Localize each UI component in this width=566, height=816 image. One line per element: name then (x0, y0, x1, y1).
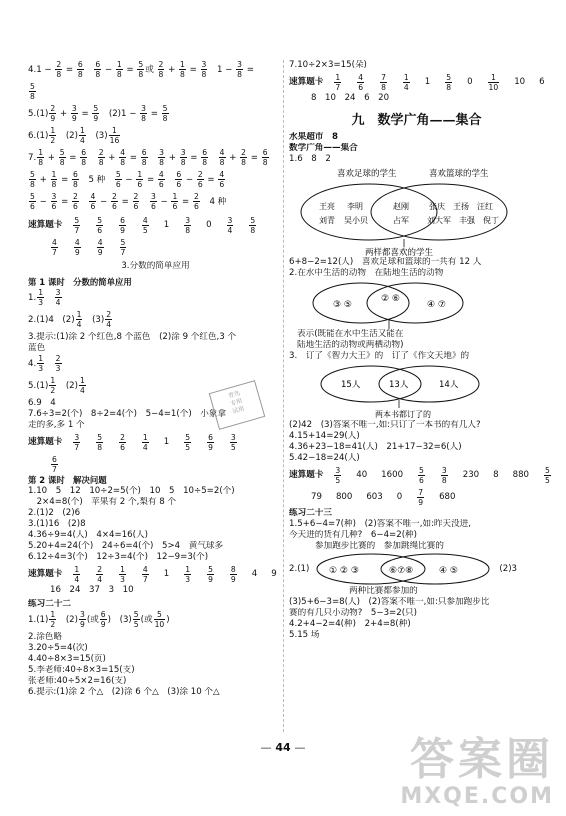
lesson1-q6: 6.9 4 (28, 398, 56, 408)
svg-text:15人: 15人 (341, 380, 361, 390)
svg-text:汪红: 汪红 (477, 202, 493, 211)
svg-text:倪丁: 倪丁 (483, 216, 499, 225)
quick-card-2: 速算题卡 $\frac{3}{7}$ $\frac{5}{8}$ $\frac{2}{6}$ $\frac{1}{4}$ 1 $\frac{5}{5}$ $\frac{6}{9}$ $\frac{3}{5}$ (28, 432, 236, 452)
svg-text:李明: 李明 (347, 202, 363, 211)
practice22-r5a: 5.李老师:40÷8×3=15(支) (28, 665, 135, 675)
practice22-r6: 6.提示:(1)涂 2 个△ (2)涂 6 个△ (3)涂 10 个△ (28, 687, 220, 697)
practice23-u1a: 1.5+6−4=7(种) (2)答案不唯一,如:昨天没进, (289, 519, 472, 529)
answer-7b: $\frac{5}{8}$ + $\frac{1}{8}$ = $\frac{6}{8}$ 5 种 $\frac{5}{6}$ − $\frac{1}{6}$ = $\frac{4}{6}$ $\frac{6}{6}$ − $\frac{2}{6}$ = $\frac{4}{6}$ (30, 170, 225, 189)
quick-card-3-row2: 16 24 37 3 10 (50, 585, 134, 595)
quick-card-1-row2: $\frac{4}{7}$ $\frac{4}{9}$ $\frac{4}{9}$ $\frac{5}{7}$ (52, 237, 126, 257)
lesson1-q2: 2.(1)4 (2) $\frac{1}{4}$ (3) $\frac{2}{4}$ (28, 310, 112, 329)
lesson-2-heading: 第 2 课时 解决问题 (28, 475, 107, 485)
practice22-r4: 4.40÷8×3=15(页) (28, 654, 106, 664)
section-3-title: 3.分数的简单应用 (121, 261, 190, 271)
practice23-u4: 4.2+4−2=4(种) 2+4=8(种) (289, 619, 411, 629)
fruit-market: 水果超市 8 (289, 132, 338, 142)
set-q2-note1: 表示(既能在水中生活又能在 (297, 329, 404, 339)
answer-4-tail: $\frac{5}{8}$ (30, 82, 35, 101)
lesson1-q3a: 3.提示:(1)涂 2 个红色,8 个蓝色 (2)涂 9 个红色,3 个 (28, 332, 237, 342)
stamp-mark: 青鸟 专用 试用 (209, 380, 266, 430)
svg-text:刘青: 刘青 (319, 216, 335, 225)
svg-text:④ ⑤: ④ ⑤ (439, 566, 459, 576)
set-q2: 2.在水中生活的动物 在陆地生活的动物 (289, 268, 444, 278)
svg-text:吴小贝: 吴小贝 (344, 216, 368, 225)
svg-text:两本书都订了的: 两本书都订了的 (375, 410, 431, 419)
answer-4: 4.1 − $\frac{2}{8}$ = $\frac{6}{8}$ $\frac{6}{8}$ − $\frac{1}{8}$ = $\frac{5}{8}$ 或 $\frac{2}{8}$ + $\frac{1}{8}$ = $\frac{3}{8}$ 1 − $\frac{3}{8}$ = (28, 60, 254, 79)
venn-races (309, 552, 499, 586)
svg-text:王亮: 王亮 (319, 202, 335, 211)
practice-22-heading: 练习二十二 (28, 599, 71, 609)
practice-23-heading: 练习二十三 (289, 508, 332, 518)
lesson2-p1b: 2×4=8(个) 苹果有 2 个,梨有 8 个 (28, 497, 177, 507)
column-divider (283, 60, 284, 732)
venn1-left-title: 喜欢足球的学生 (337, 169, 397, 179)
set-q3: 3. 订了《智力大王》的 订了《作文天地》的 (289, 351, 470, 361)
svg-text:① ② ③: ① ② ③ (329, 566, 360, 576)
practice23-u3a: (3)5+6−3=8(人) (2)答案不唯一,如:只参加跑步比 (289, 597, 490, 607)
practice23-u1b: 今天进的货有几种? 6−4=2(种) (289, 530, 418, 540)
set-q4: 4.15+14=29(人) (289, 431, 360, 441)
lesson1-q7b: 走的多,多 1 个 (28, 420, 85, 430)
lesson-1-heading: 第 1 课时 分数的简单应用 (28, 277, 132, 287)
venn1-right-title: 喜欢篮球的学生 (429, 169, 489, 179)
set-q3b: (2)42 (3)答案不唯一,如:只订了一本书的有几人? (289, 420, 481, 430)
watermark-logo: 答案圈 MXQE.COM (400, 734, 554, 809)
practice23-u5: 5.15 场 (289, 630, 320, 640)
set-q5: 5.42−18=24(人) (289, 453, 360, 463)
lesson2-p5: 5.20+4=24(个) 24÷6=4(个) 5>4 黄气球多 (28, 541, 224, 551)
practice22-r5b: 张老师:40÷5×2=16(支) (28, 676, 127, 686)
quick-card-3: 速算题卡 $\frac{1}{4}$ $\frac{2}{4}$ $\frac{1}{3}$ $\frac{4}{7}$ 1 $\frac{1}{3}$ $\frac{5}{9}$ $\frac{8}{9}$ 4 9 (28, 564, 277, 584)
svg-text:② ⑥: ② ⑥ (381, 294, 400, 304)
practice22-r2: 2.涂色略 (28, 632, 62, 642)
svg-text:刘大军: 刘大军 (427, 216, 451, 225)
answer-6: 6.(1) $\frac{1}{2}$ (2) $\frac{1}{4}$ (3) $\frac{1}{16}$ (28, 126, 120, 145)
svg-text:王扬: 王扬 (453, 202, 469, 211)
quick-card-0: 速算题卡 $\frac{1}{7}$ $\frac{4}{6}$ $\frac{7}{8}$ $\frac{1}{4}$ 1 $\frac{5}{8}$ 0 $\frac{1}{10}$ 10 6 (289, 72, 545, 92)
left-column (28, 60, 283, 698)
practice22-r3: 3.20÷5=4(次) (28, 643, 88, 653)
lesson2-p2: 2.(1)2 (2)6 (28, 508, 81, 518)
quick-card-0-row2: 8 10 24 6 20 (311, 93, 390, 103)
lesson2-p4: 4.36÷9=4(人) 4×4=16(人) (28, 530, 148, 540)
svg-text:14人: 14人 (439, 380, 459, 390)
right-column (289, 60, 550, 641)
venn1-right-ellipse (371, 184, 507, 240)
lesson2-p1a: 1.10 5 12 10÷2=5(个) 10 5 10÷5=2(个) (28, 486, 235, 496)
practice22-r1: 1.(1) $\frac{1}{2}$ (2) $\frac{3}{9}$ (或 $\frac{6}{9}$ ) (3) $\frac{5}{5}$ (或 $\frac{5}{10}$ ) (28, 610, 170, 629)
venn1-left-ellipse (301, 184, 437, 240)
venn4-titles: 参加跑步比赛的 参加跳绳比赛的 (315, 541, 444, 551)
svg-text:占军: 占军 (393, 216, 409, 225)
venn-magazines (289, 362, 544, 420)
set-q1b: 6+8−2=12(人) 喜欢足球和篮球的一共有 12 人 (289, 257, 482, 267)
svg-text:张庆: 张庆 (429, 202, 445, 211)
lesson2-p6: 6.12÷4=3(个) 12÷3=4(个) 12−9=3(个) (28, 552, 209, 562)
set-q2-note2: 陆地生活的动物或两栖动物) (297, 340, 404, 350)
venn-football-basketball (289, 165, 544, 257)
page-number: — 44 — (260, 741, 306, 754)
set-q4b: 4.36+23−18=41(人) 21+17−32=6(人) (289, 442, 462, 452)
answer-5: 5.(1) $\frac{2}{9}$ + $\frac{3}{9}$ = $\frac{5}{9}$ (2)1 − $\frac{3}{8}$ = $\frac{5}{8}$ (28, 104, 168, 123)
quick-card-2-row2: $\frac{6}{7}$ (52, 454, 57, 474)
practice23-u3b: 赛的有几只小动物? 5−3=2(只) (289, 608, 418, 618)
answer-7-right: 7.10÷2×3=15(朵) (289, 60, 367, 70)
lesson1-q5: 5.(1) $\frac{1}{2}$ (2) $\frac{1}{4}$ (28, 376, 85, 395)
subheading-sets: 数学广角——集合 (289, 143, 358, 153)
lesson1-q4: 4. $\frac{1}{3}$ $\frac{2}{3}$ (28, 354, 61, 373)
venn4-bottom: 两种比赛都参加的 (349, 586, 418, 596)
quick-card-r-row2: 79 800 603 0 $\frac{7}{9}$ 680 (311, 487, 456, 507)
svg-text:⑥⑦⑧: ⑥⑦⑧ (389, 566, 414, 576)
svg-text:③ ⑤: ③ ⑤ (333, 300, 352, 310)
answer-7a: 7. $\frac{1}{8}$ + $\frac{5}{8}$ = $\frac{6}{8}$ $\frac{2}{8}$ + $\frac{4}{8}$ = $\frac{6}{8}$ $\frac{3}{8}$ + $\frac{3}{8}$ = $\frac{6}{8}$ $\frac{4}{8}$ + $\frac{2}{8}$ = $\frac{6}{8}$ (28, 148, 268, 167)
venn1-bottom-label: 两样都喜欢的学生 (365, 248, 434, 257)
quick-card-label: 速算题卡 (28, 219, 63, 230)
svg-text:④ ⑦: ④ ⑦ (427, 300, 446, 310)
venn-water-land (289, 279, 544, 329)
quick-card-1: 速算题卡 $\frac{5}{7}$ $\frac{5}{6}$ $\frac{6}{9}$ $\frac{4}{5}$ 1 $\frac{3}{8}$ 0 $\frac{3}{4}$ $\frac{5}{8}$ (28, 215, 256, 235)
chapter-title: 九 数学广角——集合 (351, 113, 482, 128)
svg-text:赵刚: 赵刚 (393, 202, 409, 211)
svg-text:13人: 13人 (389, 380, 409, 390)
practice23-u2: 2.(1) ① ② ③ ⑥⑦⑧ ④ ⑤ (2)3 (289, 552, 544, 586)
svg-text:丰强: 丰强 (459, 216, 475, 225)
lesson2-p3: 3.(1)16 (2)8 (28, 519, 86, 529)
lesson1-q7a: 7.6÷3=2(个) 8÷2=4(个) 5−4=1(个) 小象拿 (28, 409, 227, 419)
set-q1: 1.6 8 2 (289, 154, 331, 164)
quick-card-r: 速算题卡 $\frac{3}{5}$ 40 1600 $\frac{5}{6}$ $\frac{3}{8}$ 230 8 880 $\frac{5}{5}$ (289, 465, 550, 485)
lesson1-q3b: 蓝色 (28, 343, 46, 353)
answer-7c: $\frac{5}{6}$ − $\frac{3}{6}$ = $\frac{2}{6}$ $\frac{4}{6}$ − $\frac{2}{6}$ = $\frac{2}{6}$ $\frac{3}{6}$ − $\frac{1}{6}$ = $\frac{2}{6}$ 4 种 (30, 192, 227, 211)
lesson1-q1: 1. $\frac{1}{3}$ $\frac{3}{4}$ (28, 288, 61, 307)
